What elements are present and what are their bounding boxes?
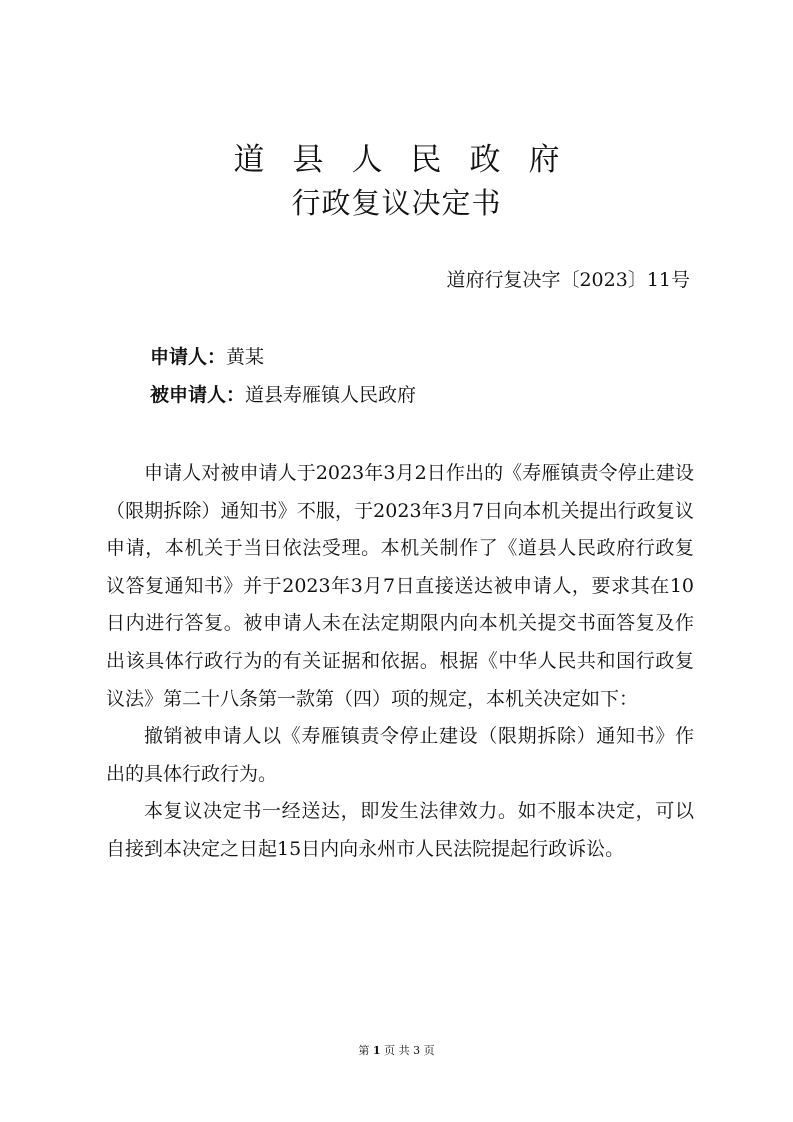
body-paragraph-facts: 申请人对被申请人于2023年3月2日作出的《寿雁镇责令停止建设（限期拆除）通知书》不服，于2023年3月7日向本机关提出行政复议申请，本机关于当日依法受理。本机关制作了《道县人民政府行政复议答复通知书》并于2023年3月7日直接送达被申请人，要求其在10日内进行答复。被申请人未在法定期限内向本机关提交书面答复及作出该具体行政行为的有关证据和依据。根据《中华人民共和国行政复议法》第二十八条第一款第（四）项的规定，本机关决定如下：: [106, 462, 694, 710]
applicant-name: 黄某: [226, 346, 265, 368]
respondent-name: 道县寿雁镇人民政府: [245, 384, 417, 406]
applicant-label: 申请人：: [150, 346, 227, 368]
document-title: 行政复议决定书: [291, 186, 502, 220]
footer-current-page: 1: [372, 1044, 381, 1057]
respondent-label: 被申请人：: [150, 384, 246, 406]
page-footer: [0, 1043, 793, 1059]
respondent-line: [150, 381, 416, 409]
body-paragraph-decision: 撤销被申请人以《寿雁镇责令停止建设（限期拆除）通知书》作出的具体行政行为。: [106, 725, 694, 785]
footer-total-pages: 3: [413, 1044, 421, 1057]
footer-suffix: 页: [423, 1044, 435, 1057]
footer-prefix: 第: [358, 1044, 370, 1057]
decision-body: [106, 455, 694, 869]
body-paragraph-effect: 本复议决定书一经送达，即发生法律效力。如不服本决定，可以自接到本决定之日起15日内向永州市人民法院提起行政诉讼。: [106, 800, 694, 860]
footer-middle: 页 共: [384, 1044, 410, 1057]
issuing-organization-title: 道县人民政府: [233, 142, 588, 178]
document-number: 道府行复决字〔2023〕11号: [446, 269, 690, 291]
applicant-line: [150, 343, 264, 371]
